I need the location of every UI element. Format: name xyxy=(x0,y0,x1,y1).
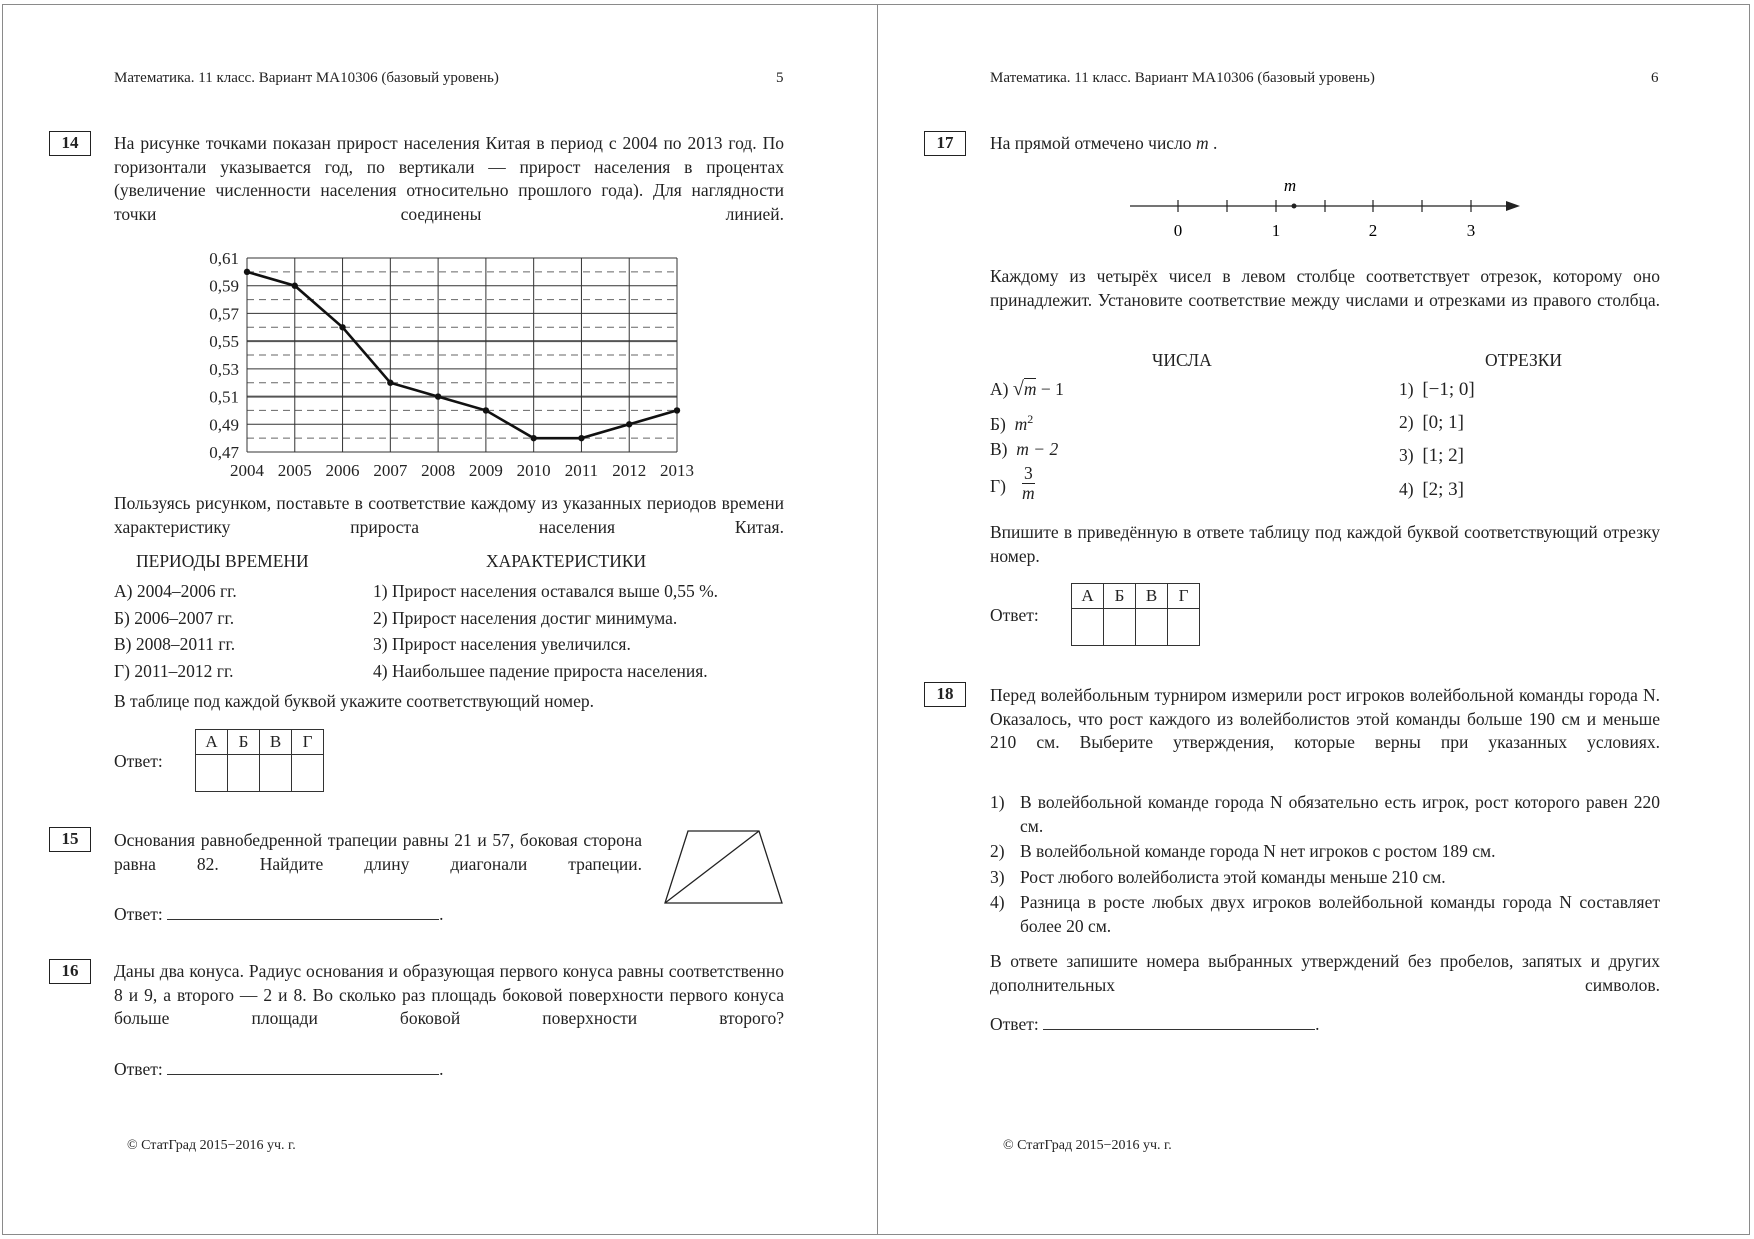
answer-label: Ответ: xyxy=(114,1059,163,1079)
data-point xyxy=(674,407,680,413)
item-text: В волейбольной команде города N обязательно есть игрок, рост которого равен 220 см. xyxy=(1020,792,1660,836)
point-m-label: m xyxy=(1283,176,1297,195)
q14-answer-table xyxy=(195,729,324,792)
population-growth-chart xyxy=(190,245,710,485)
expr: m xyxy=(1023,379,1037,399)
page-header: Математика. 11 класс. Вариант МА10306 (базовый уровень) xyxy=(990,70,1375,86)
period-item: Г) 2011–2012 гг. xyxy=(114,660,234,681)
item-text: В волейбольной команде города N нет игроков с ростом 189 см. xyxy=(1020,841,1496,861)
table-header: А xyxy=(1072,584,1104,609)
expr-suffix: − 1 xyxy=(1036,379,1064,399)
copyright: © СтатГрад 2015−2016 уч. г. xyxy=(1003,1138,1172,1153)
data-point xyxy=(578,435,584,441)
item-letter: Г) xyxy=(990,476,1006,496)
answer-label: Ответ: xyxy=(114,904,163,924)
exponent: 2 xyxy=(1027,412,1034,426)
x-tick-label: 2012 xyxy=(612,461,647,480)
tick-label: 0 xyxy=(1173,221,1183,240)
question-number-17: 17 xyxy=(924,131,966,156)
page-divider xyxy=(877,4,878,1235)
item-number: 2) xyxy=(990,841,1005,861)
characteristic-item: 2) Прирост населения достиг минимума. xyxy=(373,607,678,628)
answer-input-line[interactable] xyxy=(167,1058,439,1075)
q17-intro-end: . xyxy=(1208,133,1218,153)
question-number-16: 16 xyxy=(49,959,91,984)
table-header: А xyxy=(196,730,228,755)
segment: [0; 1] xyxy=(1422,412,1465,433)
table-header: Б xyxy=(228,730,260,755)
copyright: © СтатГрад 2015−2016 уч. г. xyxy=(127,1138,296,1153)
answer-cell[interactable] xyxy=(292,755,324,792)
number-item-g xyxy=(990,476,1006,497)
question-number-18: 18 xyxy=(924,682,966,707)
characteristic-item: 3) Прирост населения увеличился. xyxy=(373,634,631,654)
fraction xyxy=(1022,464,1035,503)
answer-period: . xyxy=(1315,1014,1320,1034)
answer-cell[interactable] xyxy=(196,755,228,792)
item-number: 3) xyxy=(1399,445,1414,465)
tick-label: 2 xyxy=(1368,221,1378,240)
q15-text: Основания равнобедренной трапеции равны 21 и 57, боковая сторона равна 82. Найдите длину диагонали трапеции. xyxy=(114,830,642,874)
q17-intro xyxy=(990,133,1217,154)
answer-cell[interactable] xyxy=(260,755,292,792)
question-number-15: 15 xyxy=(49,827,91,852)
answer-period: . xyxy=(439,904,444,924)
segment-item xyxy=(1399,479,1464,501)
x-tick-label: 2008 xyxy=(421,461,456,480)
answer-period: . xyxy=(439,1059,444,1079)
number-item-v xyxy=(990,439,1058,460)
statement-item xyxy=(990,866,1660,890)
number-item-a xyxy=(990,378,1064,401)
period-item: А) 2004–2006 гг. xyxy=(114,581,237,601)
numerator: 3 xyxy=(1024,463,1033,483)
characteristic-item: 1) Прирост населения оставался выше 0,55 %. xyxy=(373,581,719,601)
data-point xyxy=(387,380,393,386)
variable-m: m xyxy=(1195,133,1209,153)
periods-title: ПЕРИОДЫ ВРЕМЕНИ xyxy=(136,551,309,571)
q18-answer xyxy=(990,1013,1319,1035)
item-number: 2) xyxy=(1399,412,1414,432)
item-text: Разница в росте любых двух игроков волейбольной команды города N составляет более 20 см. xyxy=(1020,892,1660,936)
answer-cell[interactable] xyxy=(1168,609,1200,646)
y-tick-label: 0,47 xyxy=(209,443,239,462)
period-item: В) 2008–2011 гг. xyxy=(114,634,236,654)
q17-answer-table xyxy=(1071,583,1200,646)
q14-table-instruction: В таблице под каждой буквой укажите соответствующий номер. xyxy=(114,691,594,711)
x-tick-label: 2013 xyxy=(660,461,694,480)
answer-label: Ответ: xyxy=(990,1014,1039,1034)
data-point xyxy=(626,421,632,427)
q18-instruction: В ответе запишите номера выбранных утверждений без пробелов, запятых и других дополнительных символов. xyxy=(990,951,1660,995)
table-header: В xyxy=(1136,584,1168,609)
item-number: 1) xyxy=(1399,379,1414,399)
q18-items xyxy=(990,791,1660,938)
x-tick-label: 2011 xyxy=(564,461,599,480)
answer-input-line[interactable] xyxy=(167,903,439,920)
trapezoid-figure xyxy=(663,828,785,906)
q16-answer xyxy=(114,1058,443,1080)
y-tick-label: 0,59 xyxy=(209,276,239,296)
expr: m xyxy=(1014,413,1028,434)
periods-list xyxy=(114,578,237,684)
data-point xyxy=(339,324,345,330)
statement-item xyxy=(990,791,1660,838)
item-number: 4) xyxy=(990,892,1005,912)
y-tick-label: 0,51 xyxy=(209,387,239,407)
answer-cell[interactable] xyxy=(1136,609,1168,646)
tick-label: 1 xyxy=(1271,221,1281,240)
page-number: 5 xyxy=(776,70,784,86)
answer-label: Ответ: xyxy=(990,605,1039,625)
y-tick-label: 0,57 xyxy=(209,304,239,324)
y-tick-label: 0,61 xyxy=(209,249,239,268)
sqrt-icon: √ xyxy=(1012,378,1024,400)
segment: [1; 2] xyxy=(1422,445,1465,466)
x-tick-label: 2004 xyxy=(230,461,264,480)
characteristic-item: 4) Наибольшее падение прироста населения. xyxy=(373,660,708,681)
page-number: 6 xyxy=(1651,70,1659,86)
item-letter: А) xyxy=(990,379,1009,399)
q14-text: На рисунке точками показан прирост населения Китая в период с 2004 по 2013 год. По горизонтали указывается год, по вертикали — прирост населения в процентах (увеличение численности населения относительно прошлого года). Для наглядности точки соединены линией. xyxy=(114,133,784,224)
item-number: 4) xyxy=(1399,479,1414,499)
item-letter: В) xyxy=(990,439,1008,459)
q18-text: Перед волейбольным турниром измерили рост игроков волейбольной команды города N. Оказалось, что рост каждого из волейболистов этой команды больше 190 см и меньше 210 см. Выберите утверждения, которые верны при указанных условиях. xyxy=(990,685,1660,752)
answer-cell[interactable] xyxy=(1104,609,1136,646)
data-point xyxy=(244,269,250,275)
statement-item xyxy=(990,891,1660,938)
answer-cell[interactable] xyxy=(228,755,260,792)
x-tick-label: 2009 xyxy=(468,461,503,480)
q17-intro-text: На прямой отмечено число xyxy=(990,133,1196,153)
numbers-title: ЧИСЛА xyxy=(1152,350,1212,370)
x-tick-label: 2007 xyxy=(373,461,408,480)
expr: m − 2 xyxy=(1016,439,1059,459)
segment: [2; 3] xyxy=(1422,479,1465,500)
arrow-icon xyxy=(1506,201,1520,211)
table-header: Б xyxy=(1104,584,1136,609)
y-tick-label: 0,55 xyxy=(209,332,239,352)
page-header: Математика. 11 класс. Вариант МА10306 (базовый уровень) xyxy=(114,70,499,86)
q17-table-instruction: Впишите в приведённую в ответе таблицу под каждой буквой соответствующий отрезку номер. xyxy=(990,522,1660,566)
item-number: 3) xyxy=(990,866,1005,887)
x-tick-label: 2010 xyxy=(516,461,551,480)
x-tick-label: 2006 xyxy=(325,461,360,480)
segment-item xyxy=(1399,445,1464,467)
y-tick-label: 0,49 xyxy=(209,415,239,435)
data-point xyxy=(435,393,441,399)
point-m xyxy=(1292,204,1297,209)
answer-input-line[interactable] xyxy=(1043,1013,1315,1030)
number-line xyxy=(1120,176,1530,240)
answer-cell[interactable] xyxy=(1072,609,1104,646)
item-text: Рост любого волейболиста этой команды меньше 210 см. xyxy=(1020,866,1446,887)
table-header: Г xyxy=(292,730,324,755)
q15-answer xyxy=(114,903,443,925)
answer-label: Ответ: xyxy=(114,751,163,771)
segment-item xyxy=(1399,412,1464,434)
data-point xyxy=(292,283,298,289)
period-item: Б) 2006–2007 гг. xyxy=(114,607,235,628)
tick-label: 3 xyxy=(1466,221,1476,240)
q14-instruction: Пользуясь рисунком, поставьте в соответствие каждому из указанных периодов времени характеристику прироста населения Китая. xyxy=(114,493,784,537)
characteristics-list xyxy=(373,578,718,684)
characteristics-title: ХАРАКТЕРИСТИКИ xyxy=(486,551,647,571)
denominator xyxy=(1022,484,1035,503)
q17-text: Каждому из четырёх чисел в левом столбце соответствует отрезок, которому оно принадлежит. Установите соответствие между числами и отрезками из правого столбца. xyxy=(990,266,1660,310)
item-number: 1) xyxy=(990,792,1005,812)
y-tick-label: 0,53 xyxy=(209,359,239,379)
item-letter: Б) xyxy=(990,413,1006,434)
segments-title: ОТРЕЗКИ xyxy=(1485,350,1563,370)
number-item-b xyxy=(990,412,1033,435)
table-header: В xyxy=(260,730,292,755)
segment-item xyxy=(1399,379,1475,401)
denominator-var: m xyxy=(1022,483,1035,503)
question-number-14: 14 xyxy=(49,131,91,156)
segment: [−1; 0] xyxy=(1422,379,1475,400)
x-tick-label: 2005 xyxy=(277,461,312,480)
statement-item xyxy=(990,840,1660,864)
table-header: Г xyxy=(1168,584,1200,609)
data-point xyxy=(530,435,536,441)
q16-text: Даны два конуса. Радиус основания и образующая первого конуса равны соответственно 8 и 9, а второго — 2 и 8. Во сколько раз площадь боковой поверхности первого конуса больше площади боковой поверхности второго? xyxy=(114,961,784,1028)
data-point xyxy=(483,407,489,413)
